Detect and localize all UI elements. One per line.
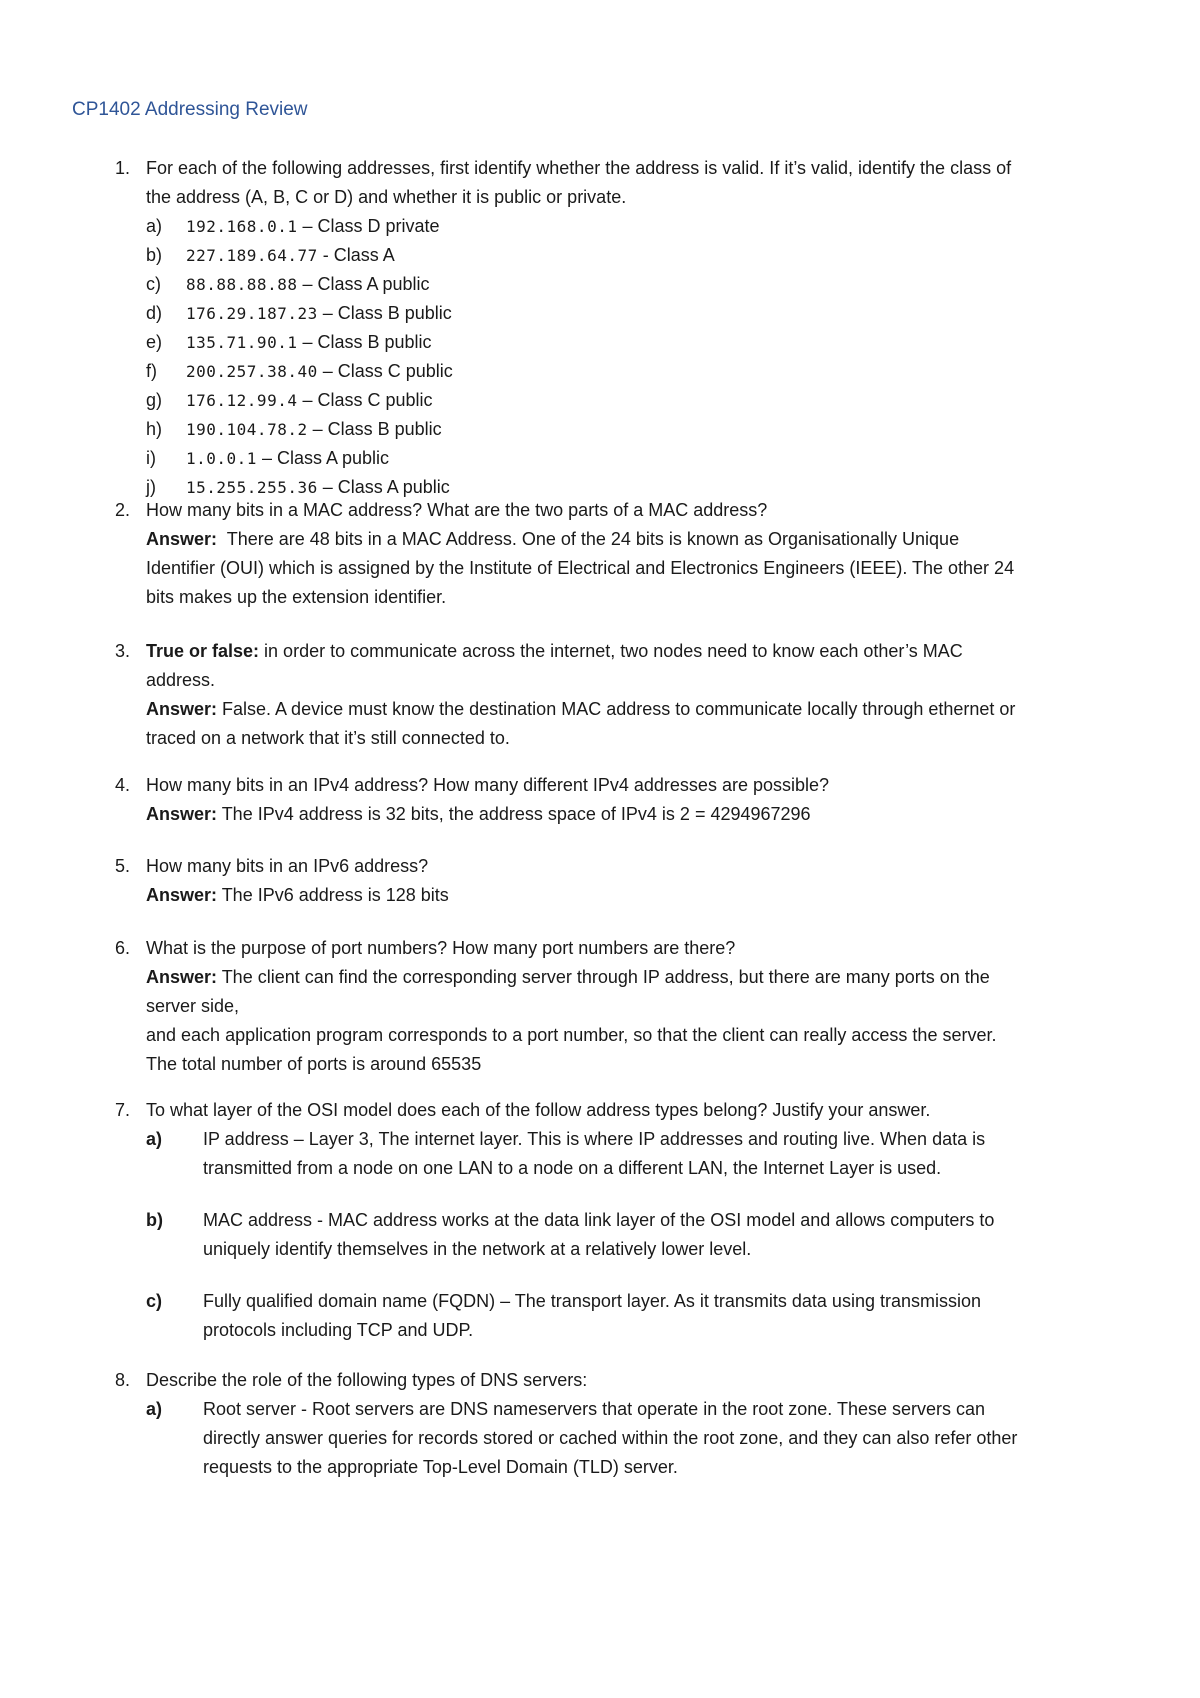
question-number: 1. [115,158,131,178]
list-item [146,357,1136,386]
question-text: How many bits in a MAC address? What are the two parts of a MAC address? [146,500,768,520]
item-answer: – Class D private [297,216,440,236]
ip-address: 227.189.64.77 [186,246,318,265]
answer-text: Identifier (OUI) which is assigned by the Institute of Electrical and Electronics Engineers (IEEE). The other 24 [146,558,1015,578]
answer-text: There are 48 bits in a MAC Address. One of the 24 bits is known as Organisationally Unique [217,529,960,549]
item-letter: g) [146,390,163,410]
item-letter: b) [146,245,163,265]
answer-text: The client can find the corresponding server through IP address, but there are many ports on the [217,967,990,987]
ip-address: 1.0.0.1 [186,449,257,468]
item-letter: e) [146,332,163,352]
item-answer: – Class A public [256,448,390,468]
answer-text: and each application program corresponds to a port number, so that the client can really access the server. [146,1025,997,1045]
answer-text: The total number of ports is around 65535 [146,1054,482,1074]
item-answer: – Class B public [297,332,432,352]
document-title: CP1402 Addressing Review [72,99,308,120]
question-text: Describe the role of the following types of DNS servers: [146,1370,588,1390]
question-text: How many bits in an IPv4 address? How many different IPv4 addresses are possible? [146,775,830,795]
question-body [146,771,1136,829]
item-text: MAC address - MAC address works at the data link layer of the OSI model and allows computers to [203,1210,995,1230]
item-answer: – Class A public [317,477,450,497]
answer-label: Answer: [146,529,218,549]
item-text: uniquely identify themselves in the network at a relatively lower level. [203,1239,752,1259]
ip-address: 200.257.38.40 [186,362,318,381]
item-text: protocols including TCP and UDP. [203,1320,474,1340]
question-text: the address (A, B, C or D) and whether it is public or private. [146,187,627,207]
ip-address: 192.168.0.1 [186,217,298,236]
list-item [146,241,1136,270]
item-answer: – Class C public [297,390,433,410]
question-number: 5. [115,856,131,876]
question-body [146,852,1136,910]
question-body [146,1096,1136,1345]
question-number: 6. [115,938,131,958]
question-text: in order to communicate across the internet, two nodes need to know each other’s MAC [259,641,963,661]
item-text: Fully qualified domain name (FQDN) – The transport layer. As it transmits data using transmission [203,1291,981,1311]
item-text: transmitted from a node on one LAN to a node on a different LAN, the Internet Layer is used. [203,1158,942,1178]
question-body [146,1366,1136,1482]
item-answer: – Class B public [307,419,442,439]
item-letter: a) [146,216,163,236]
answer-text: False. A device must know the destination MAC address to communicate locally through ethernet or [217,699,1016,719]
ip-address: 135.71.90.1 [186,333,298,352]
item-letter: h) [146,419,163,439]
list-item [146,328,1136,357]
answer-text: traced on a network that it’s still connected to. [146,728,510,748]
question-text: What is the purpose of port numbers? How many port numbers are there? [146,938,736,958]
ip-address: 190.104.78.2 [186,420,308,439]
answer-text: bits makes up the extension identifier. [146,587,447,607]
list-item [146,415,1136,444]
question-body [146,496,1136,612]
answer-label: Answer: [146,967,218,987]
question-body [146,934,1136,1079]
item-answer: - Class A [317,245,395,265]
item-text: IP address – Layer 3, The internet layer. This is where IP addresses and routing live. When data is [203,1129,986,1149]
answer-label: Answer: [146,804,218,824]
list-item [146,1287,1136,1345]
item-answer: – Class B public [317,303,452,323]
ip-address: 176.12.99.4 [186,391,298,410]
answer-text: server side, [146,996,240,1016]
item-text: requests to the appropriate Top-Level Domain (TLD) server. [203,1457,678,1477]
item-letter: j) [146,477,156,497]
item-letter: i) [146,448,156,468]
list-item [146,299,1136,328]
list-item [146,386,1136,415]
question-number: 4. [115,775,131,795]
item-letter: f) [146,361,157,381]
question-text: How many bits in an IPv6 address? [146,856,429,876]
question-text: To what layer of the OSI model does each of the follow address types belong? Justify your answer. [146,1100,931,1120]
list-item [146,1395,1136,1482]
ip-address: 15.255.255.36 [186,478,318,497]
list-item [146,1125,1136,1183]
item-letter: c) [146,274,161,294]
item-letter: a) [146,1129,163,1149]
answer-text: The IPv6 address is 128 bits [217,885,449,905]
question-number: 3. [115,641,131,661]
list-item [146,270,1136,299]
item-answer: – Class C public [317,361,453,381]
question-body [146,637,1136,753]
ip-address: 176.29.187.23 [186,304,318,323]
item-letter: c) [146,1291,163,1311]
true-false-label: True or false: [146,641,260,661]
ip-address: 88.88.88.88 [186,275,298,294]
question-number: 7. [115,1100,131,1120]
question-body [146,154,1136,502]
item-text: directly answer queries for records stored or cached within the root zone, and they can also refer other [203,1428,1018,1448]
answer-label: Answer: [146,699,218,719]
item-text: Root server - Root servers are DNS nameservers that operate in the root zone. These servers can [203,1399,986,1419]
item-letter: b) [146,1210,163,1230]
item-letter: d) [146,303,163,323]
question-number: 8. [115,1370,131,1390]
question-text: address. [146,670,216,690]
answer-label: Answer: [146,885,218,905]
question-number: 2. [115,500,131,520]
item-letter: a) [146,1399,163,1419]
list-item [146,444,1136,473]
question-text: For each of the following addresses, first identify whether the address is valid. If it’s valid, identify the class of [146,158,1012,178]
item-answer: – Class A public [297,274,430,294]
answer-text: The IPv4 address is 32 bits, the address space of IPv4 is 2 = 4294967296 [217,804,811,824]
list-item [146,212,1136,241]
list-item [146,1206,1136,1264]
address-list [146,212,1136,502]
